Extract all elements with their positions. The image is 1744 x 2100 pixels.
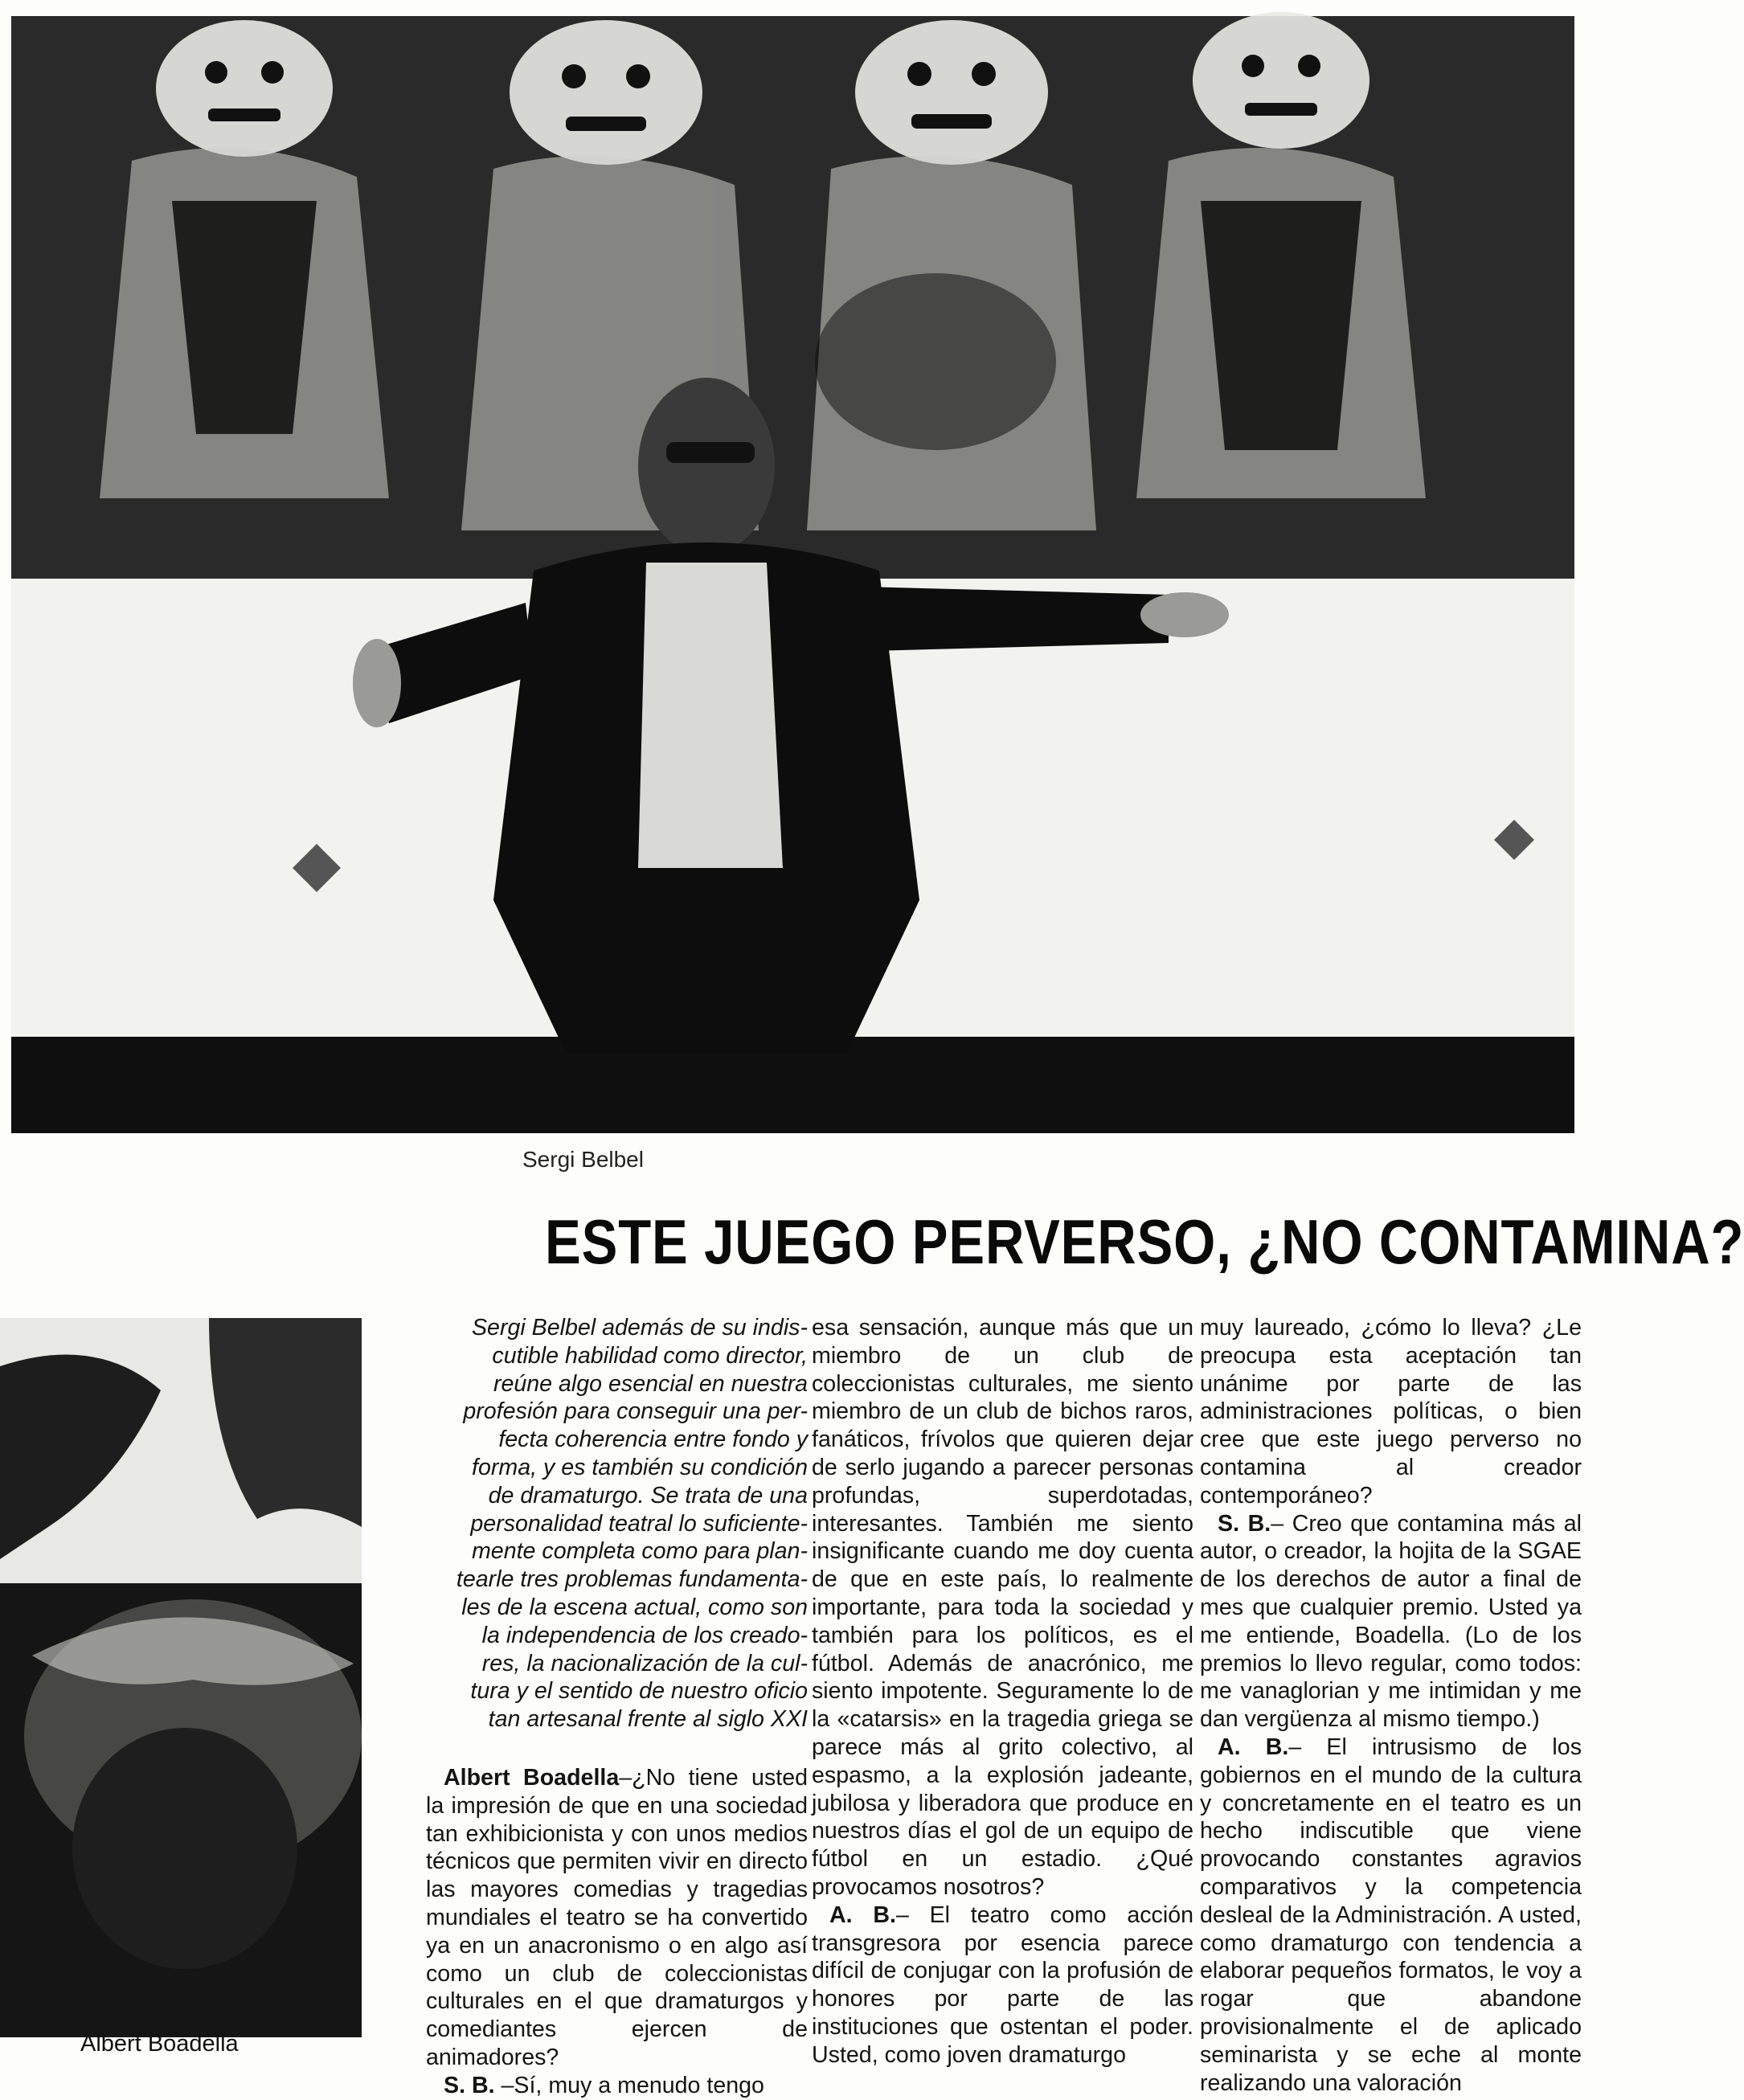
column-1 [426,1314,808,2098]
paragraph-text: – El intrusismo de los gobiernos en el mundo de la cultura y concretamente en el teatro es un hecho indiscutible que viene provocando constantes agravios comparativos y la competencia desleal de la Administración. A usted, como dramaturgo con tendencia a elaborar pequeños formatos, le voy a rogar que abandone provisionalmente el de aplicado seminarista y se eche al monte realizando una valoración [1200,1734,1582,2096]
paragraph-text: –¿No tiene usted la impresión de que en una sociedad tan exhibicionista y con unos medios técnicos que permiten vivir en directo las mayores comedias y tragedias mundiales el teatro se ha convertido ya en un anacronismo o en algo así como un club de coleccionistas culturales en el que dramaturgos y comediantes ejercen de animadores? [426,1764,808,2070]
side-photo-caption: Albert Boadella [80,2031,239,2057]
paragraph-text: –Sí, muy a menudo tengo [501,2072,764,2098]
intro-line: forma, y es también su condición [472,1454,808,1480]
column-3 [1200,1314,1582,2096]
paragraph-text: muy laureado, ¿cómo lo lleva? ¿Le preocupa esta aceptación tan unánime por parte de las administraciones políticas, o bien cree que este juego perverso no contamina al creador contemporáneo? [1200,1315,1582,1508]
paragraph [1200,1734,1582,2097]
intro-line: tura y el sentido de nuestro oficio [470,1678,808,1705]
intro-line: fecta coherencia entre fondo y [498,1427,808,1453]
main-photo [11,16,1574,1133]
intro-line: mente completa como para plan- [471,1538,808,1565]
intro-line: Sergi Belbel además de su indis- [471,1315,808,1341]
intro-line: profesión para conseguir una per- [463,1398,808,1425]
intro-line: reúne algo esencial en nuestra [493,1370,808,1397]
intro-line: tearle tres problemas fundamenta- [456,1566,808,1593]
paragraph-text: – El teatro como acción transgresora por esencia parece difícil de conjugar con la profusión de honores por parte de las instituciones que ostentan el poder. Usted, como joven dramaturgo [812,1901,1193,2068]
painted-audience-photo-icon [11,16,1574,1133]
speaker-label: S. B. [1218,1510,1271,1537]
paragraph [812,1901,1193,2069]
paragraph-text: – Creo que contamina más al autor, o creador, la hojita de la SGAE de los derechos de autor a final de mes que cualquier premio. Usted ya me entiende, Boadella. (Lo de los premios lo llevo regular, como todos: me vanaglorian y me intimidan y me dan vergüenza al mismo tiempo.) [1200,1510,1582,1733]
side-photo [0,1318,362,2037]
column-2 [812,1314,1193,2068]
speaker-label: A. B. [1218,1734,1289,1760]
paragraph [1200,1510,1582,1734]
paragraph-text: esa sensación, aunque más que un miembro de un club de coleccionistas culturales, me siento miembro de un club de bichos raros, fanáticos, frívolos que quieren dejar de serlo jugando a parecer personas profundas, superdotadas, interesantes. También me siento insignificante cuando me doy cuenta de que en este país, lo realmente importante, para toda la sociedad y también para los políticos, es el fútbol. Además de anacrónico, me siento impotente. Seguramente lo de la «catarsis» en la tragedia griega se parece más al grito colectivo, al espasmo, a la explosión jadeante, jubilosa y liberadora que produce en nuestros días el gol de un equipo de fútbol en un estadio. ¿Qué provocamos nosotros? [812,1315,1193,1900]
intro-line: res, la nacionalización de la cul- [481,1650,808,1676]
intro-line: cutible habilidad como director, [492,1342,808,1369]
speaker-label: Albert Boadella [444,1764,620,1791]
paragraph [426,1764,808,2072]
intro-text [426,1314,808,1734]
intro-line: les de la escena actual, como son [461,1594,808,1620]
headline: ESTE JUEGO PERVERSO, ¿NO CONTAMINA? [545,1206,1744,1277]
speaker-label: A. B. [829,1901,896,1928]
intro-line: la independencia de los creado- [481,1622,808,1648]
intro-line: tan artesanal frente al siglo XXI [488,1706,808,1733]
paragraph [426,2072,808,2100]
portrait-photo-icon [0,1318,362,2037]
paragraph [812,1314,1193,1901]
speaker-label: S. B. [444,2072,495,2098]
main-photo-caption: Sergi Belbel [522,1147,644,1172]
intro-line: de dramaturgo. Se trata de una [488,1482,808,1508]
intro-line: personalidad teatral lo suficiente- [470,1510,808,1537]
paragraph [1200,1314,1582,1510]
